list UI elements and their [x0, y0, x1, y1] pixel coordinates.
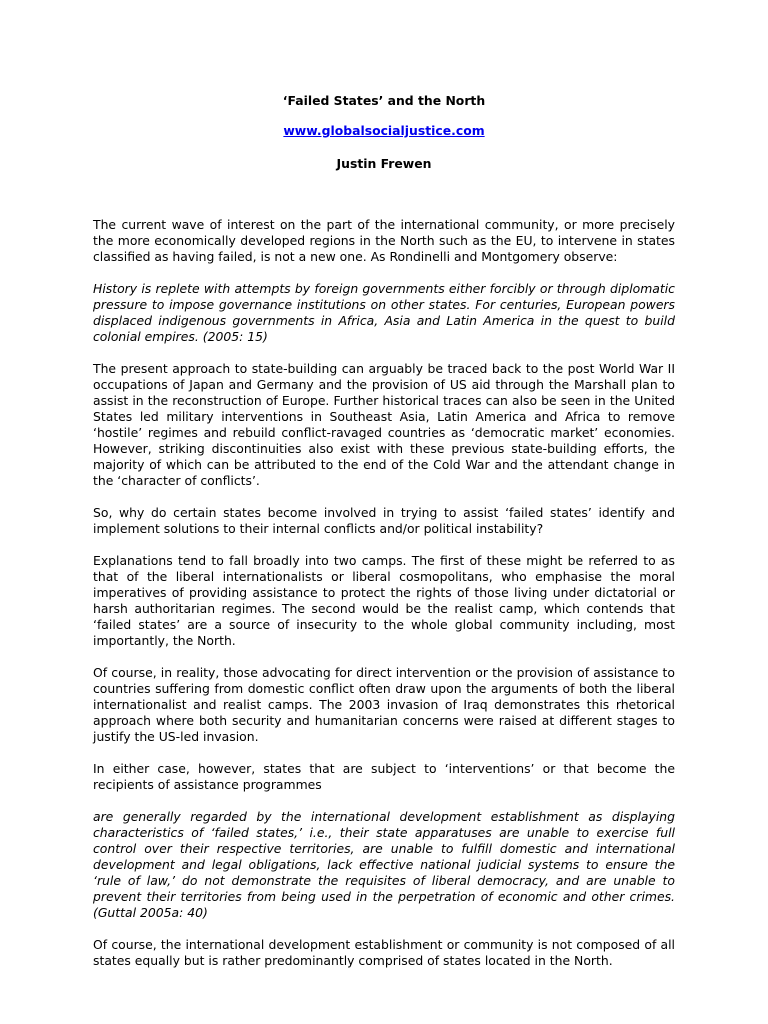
body-paragraph: Of course, the international development establishment or community is not composed of all states equally but is rather predominantly comprised of states located in the North. — [93, 937, 675, 968]
body-paragraph: In either case, however, states that are subject to ‘interventions’ or that become the recipients of assistance programmes — [93, 761, 675, 792]
author-name: Justin Frewen — [336, 156, 432, 171]
document-body — [93, 217, 675, 985]
body-paragraph: So, why do certain states become involved in trying to assist ‘failed states’ identify and implement solutions to their internal conflicts and/or political instability? — [93, 505, 675, 536]
body-paragraph: Of course, in reality, those advocating for direct intervention or the provision of assistance to countries suffering from domestic conflict often draw upon the arguments of both the liberal internationalist and realist camps. The 2003 invasion of Iraq demonstrates this rhetorical approach where both security and humanitarian concerns were raised at different stages to justify the US-led invasion. — [93, 665, 675, 744]
document-title: ‘Failed States’ and the North — [282, 93, 486, 108]
body-paragraph: The present approach to state-building can arguably be traced back to the post World War II occupations of Japan and Germany and the provision of US aid through the Marshall plan to assist in the reconstruction of Europe. Further historical traces can also be seen in the United States led military interventions in Southeast Asia, Latin America and Africa to remove ‘hostile’ regimes and rebuild conflict-ravaged countries as ‘democratic market’ economies. However, striking discontinuities also exist with these previous state-building efforts, the majority of which can be attributed to the end of the Cold War and the attendant change in the ‘character of conflicts’. — [93, 361, 675, 488]
block-quote: are generally regarded by the international development establishment as displaying characteristics of ‘failed states,’ i.e., their state apparatuses are unable to exercise full control over their respective territories, are unable to fulfill domestic and international development and legal obligations, lack effective national judicial systems to ensure the ‘rule of law,’ do not demonstrate the requisites of liberal democracy, and are unable to prevent their territories from being used in the perpetration of economic and other crimes. (Guttal 2005a: 40) — [93, 809, 675, 920]
block-quote: History is replete with attempts by foreign governments either forcibly or through diplomatic pressure to impose governance institutions on other states. For centuries, European powers displaced indigenous governments in Africa, Asia and Latin America in the quest to build colonial empires. (2005: 15) — [93, 281, 675, 344]
website-link[interactable]: www.globalsocialjustice.com — [283, 123, 485, 138]
body-paragraph: Explanations tend to fall broadly into two camps. The first of these might be referred to as that of the liberal internationalists or liberal cosmopolitans, who emphasise the moral imperatives of providing assistance to protect the rights of those living under dictatorial or harsh authoritarian regimes. The second would be the realist camp, which contends that ‘failed states’ are a source of insecurity to the whole global community including, most importantly, the North. — [93, 553, 675, 648]
body-paragraph: The current wave of interest on the part of the international community, or more precisely the more economically developed regions in the North such as the EU, to intervene in states classified as having failed, is not a new one. As Rondinelli and Montgomery observe: — [93, 217, 675, 264]
